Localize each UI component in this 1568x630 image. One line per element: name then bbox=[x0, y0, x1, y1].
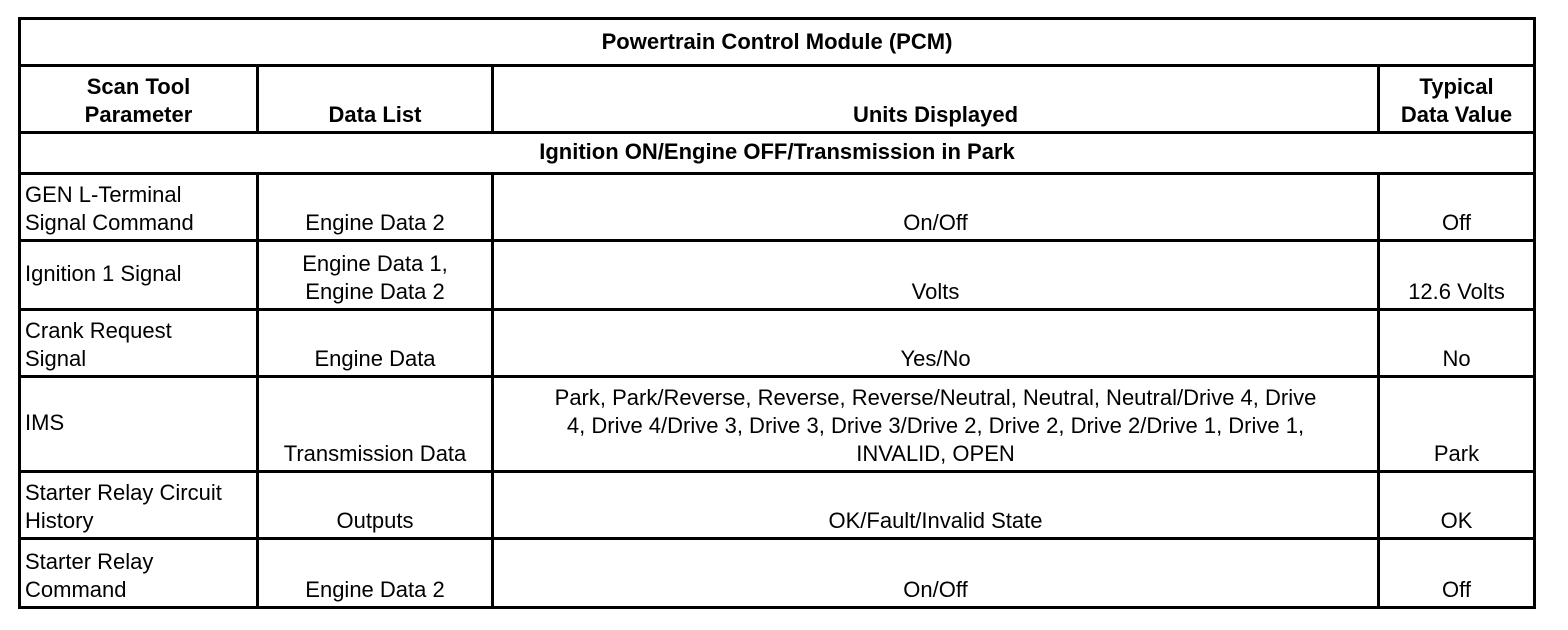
table-row bbox=[20, 472, 1535, 539]
cell-data-list: Engine Data 2 bbox=[258, 539, 493, 608]
table-row bbox=[20, 539, 1535, 608]
cell-units: Volts bbox=[493, 241, 1379, 310]
cell-typical-value: No bbox=[1379, 310, 1535, 377]
cell-data-list: Outputs bbox=[258, 472, 493, 539]
table-row bbox=[20, 174, 1535, 241]
cell-typical-value: OK bbox=[1379, 472, 1535, 539]
header-typical-data-value: Typical Data Value bbox=[1379, 66, 1535, 133]
cell-typical-value: 12.6 Volts bbox=[1379, 241, 1535, 310]
cell-parameter: Starter Relay Circuit History bbox=[20, 472, 258, 539]
header-data-list: Data List bbox=[258, 66, 493, 133]
section-row bbox=[20, 133, 1535, 174]
cell-data-list: Engine Data bbox=[258, 310, 493, 377]
section-heading: Ignition ON/Engine OFF/Transmission in Park bbox=[20, 133, 1535, 174]
cell-units: On/Off bbox=[493, 539, 1379, 608]
cell-data-list: Transmission Data bbox=[258, 377, 493, 472]
cell-units: Yes/No bbox=[493, 310, 1379, 377]
cell-data-list: Engine Data 2 bbox=[258, 174, 493, 241]
table-row bbox=[20, 310, 1535, 377]
cell-typical-value: Park bbox=[1379, 377, 1535, 472]
cell-units: On/Off bbox=[493, 174, 1379, 241]
pcm-data-table bbox=[18, 17, 1536, 609]
cell-data-list: Engine Data 1, Engine Data 2 bbox=[258, 241, 493, 310]
cell-parameter: Starter Relay Command bbox=[20, 539, 258, 608]
cell-parameter: IMS bbox=[20, 377, 258, 472]
table-row bbox=[20, 241, 1535, 310]
table-title: Powertrain Control Module (PCM) bbox=[20, 19, 1535, 66]
header-scan-tool-parameter: Scan Tool Parameter bbox=[20, 66, 258, 133]
cell-parameter: Crank Request Signal bbox=[20, 310, 258, 377]
table-title-row bbox=[20, 19, 1535, 66]
table-row bbox=[20, 377, 1535, 472]
header-units-displayed: Units Displayed bbox=[493, 66, 1379, 133]
cell-units: Park, Park/Reverse, Reverse, Reverse/Neutral, Neutral, Neutral/Drive 4, Drive 4, Drive 4/Drive 3, Drive 3, Drive 3/Drive 2, Drive 2, Drive 2/Drive 1, Drive 1, INVALID, OPEN bbox=[493, 377, 1379, 472]
cell-typical-value: Off bbox=[1379, 174, 1535, 241]
cell-parameter: Ignition 1 Signal bbox=[20, 241, 258, 310]
cell-typical-value: Off bbox=[1379, 539, 1535, 608]
cell-parameter: GEN L-Terminal Signal Command bbox=[20, 174, 258, 241]
cell-units: OK/Fault/Invalid State bbox=[493, 472, 1379, 539]
table-header-row bbox=[20, 66, 1535, 133]
